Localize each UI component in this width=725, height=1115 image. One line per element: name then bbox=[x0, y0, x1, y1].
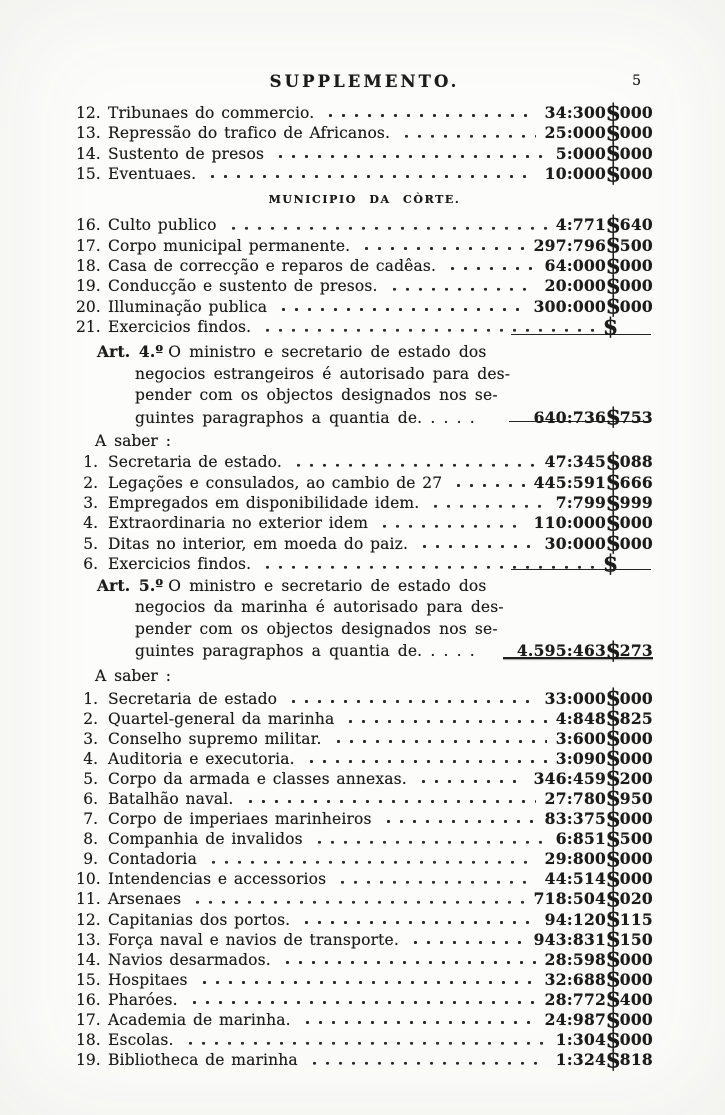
dot-leader bbox=[357, 246, 524, 251]
dot-leader bbox=[241, 799, 536, 804]
item-number: 3. bbox=[83, 494, 98, 513]
dot-leader bbox=[274, 307, 524, 312]
article-line bbox=[97, 575, 653, 598]
item-label: Exercicios findos. bbox=[108, 318, 252, 337]
dot-leader bbox=[333, 880, 535, 885]
item-number: 5. bbox=[83, 769, 98, 788]
budget-line-item bbox=[76, 448, 653, 476]
budget-line-item bbox=[76, 1045, 653, 1074]
item-label: Ditas no interior, em moeda do paiz. bbox=[108, 534, 409, 553]
budget-line-item bbox=[76, 488, 653, 517]
item-label: Força naval e navios de transporte. bbox=[108, 930, 399, 949]
item-label: Bibliotheca de marinha bbox=[108, 1051, 298, 1070]
budget-line-item bbox=[76, 925, 653, 953]
item-label: Sustento de presos bbox=[108, 144, 265, 163]
budget-line-item bbox=[76, 965, 653, 994]
dot-leader bbox=[278, 960, 536, 965]
item-label: Corpo de imperiaes marinheiros bbox=[108, 810, 372, 829]
dot-leader bbox=[414, 779, 525, 784]
item-label: Intendencias e accessorios bbox=[108, 870, 327, 889]
item-amount: $ bbox=[602, 312, 619, 341]
dot-leader bbox=[426, 504, 546, 509]
dot-leader bbox=[406, 940, 525, 945]
item-amount: 32:688$000 bbox=[544, 965, 653, 994]
item-number: 1. bbox=[83, 453, 98, 472]
item-number: 1. bbox=[83, 689, 98, 708]
dot-leader bbox=[181, 1041, 547, 1046]
item-amount: 28:772$400 bbox=[544, 985, 653, 1014]
item-number: 4. bbox=[83, 749, 98, 768]
item-amount: 28:598$000 bbox=[544, 945, 653, 973]
budget-line-item bbox=[76, 159, 653, 188]
article-5-paragraph bbox=[76, 575, 653, 663]
item-amount: 5:000$000 bbox=[555, 139, 653, 167]
item-label: Arsenaes bbox=[108, 890, 182, 909]
article-line: pender com os objectos designados nos se- bbox=[135, 386, 498, 405]
budget-line-item bbox=[76, 251, 653, 280]
item-label: Academia de marinha. bbox=[108, 1011, 291, 1029]
item-amount: 29:800$000 bbox=[544, 844, 653, 873]
budget-line-item bbox=[76, 139, 653, 167]
dot-leader bbox=[297, 920, 535, 925]
item-number: 5. bbox=[83, 534, 98, 553]
budget-list-municipio bbox=[76, 211, 653, 341]
item-label: Corpo municipal permanente. bbox=[108, 236, 351, 255]
dot-leader bbox=[321, 113, 535, 118]
item-amount: 25:000$000 bbox=[544, 119, 653, 147]
article-4-paragraph bbox=[76, 341, 653, 432]
dot-leader bbox=[449, 483, 524, 488]
dot-leader bbox=[385, 287, 536, 292]
budget-line-item bbox=[76, 1005, 653, 1034]
article-text: O ministro e secretario de estado dos bbox=[168, 343, 487, 362]
section-heading-municipio: MUNICIPIO DA CÒRTE. bbox=[268, 193, 461, 207]
page-title: SUPPLEMENTO. bbox=[269, 72, 460, 91]
a-saber-label: A saber : bbox=[95, 666, 171, 685]
dot-leader bbox=[271, 154, 547, 159]
item-amount: 27:780$950 bbox=[544, 784, 653, 813]
item-label: Escolas. bbox=[108, 1031, 174, 1050]
article-line bbox=[135, 403, 653, 432]
item-label: Secretaria de estado bbox=[108, 689, 278, 708]
item-amount: 3:090$000 bbox=[555, 744, 653, 773]
item-amount: 4:848$825 bbox=[555, 704, 653, 732]
budget-line-item bbox=[76, 272, 653, 300]
budget-line-item bbox=[76, 1025, 653, 1054]
item-label: Repressão do trafico de Africanos. bbox=[108, 124, 391, 143]
dot-leader bbox=[203, 174, 535, 179]
dot-leader bbox=[443, 266, 536, 271]
item-number: 4. bbox=[83, 514, 98, 533]
item-amount: 346:459$200 bbox=[533, 764, 653, 793]
item-number: 6. bbox=[83, 789, 98, 808]
dot-leader bbox=[305, 1061, 547, 1066]
article-line bbox=[97, 341, 653, 364]
item-number: 14. bbox=[76, 950, 101, 969]
item-number: 17. bbox=[76, 1011, 101, 1029]
item-label: Legações e consulados, ao cambio de 27 bbox=[108, 473, 443, 492]
budget-line-item bbox=[76, 231, 653, 259]
item-amount: 1:304$000 bbox=[555, 1025, 653, 1054]
item-number: 12. bbox=[76, 910, 101, 929]
item-amount: 94:120$115 bbox=[544, 905, 653, 933]
item-number: 15. bbox=[76, 970, 101, 989]
article-text: O ministro e secretario de estado dos bbox=[168, 576, 487, 595]
item-number: 2. bbox=[83, 473, 98, 492]
item-amount: 44:514$000 bbox=[544, 865, 653, 893]
item-number: 10. bbox=[76, 870, 101, 889]
item-amount: 34:300$000 bbox=[544, 98, 653, 127]
item-label: Pharóes. bbox=[108, 990, 178, 1009]
item-label: Eventuaes. bbox=[108, 165, 197, 184]
item-label: Empregados em disponibilidade idem. bbox=[108, 494, 420, 513]
item-label: Tribunaes do commercio. bbox=[108, 104, 315, 122]
budget-list-art5 bbox=[76, 684, 653, 1074]
budget-line-item bbox=[76, 905, 653, 933]
budget-line-item bbox=[76, 119, 653, 147]
dot-leader bbox=[397, 134, 536, 139]
item-label: Illuminação publica bbox=[108, 297, 268, 316]
page-header bbox=[76, 0, 653, 90]
article-total-amount: 640:736$753 bbox=[533, 403, 653, 432]
item-amount: 297:796$500 bbox=[533, 231, 653, 259]
item-label: Extraordinaria no exterior idem bbox=[108, 514, 369, 533]
dot-leader bbox=[379, 819, 536, 824]
budget-line-item bbox=[76, 885, 653, 913]
dot-leader bbox=[329, 739, 547, 744]
item-amount: 7:799$999 bbox=[555, 488, 653, 517]
item-label: Capitanias dos portos. bbox=[108, 910, 291, 929]
budget-line-item bbox=[76, 844, 653, 873]
budget-list-art4 bbox=[76, 448, 653, 578]
item-amount: 445:591$666 bbox=[533, 468, 653, 497]
budget-line-item bbox=[76, 724, 653, 752]
item-amount: 300:000$000 bbox=[533, 292, 653, 321]
dot-leader bbox=[298, 1020, 536, 1025]
page-content bbox=[76, 0, 653, 1074]
budget-line-item bbox=[76, 529, 653, 558]
budget-line-item bbox=[76, 98, 653, 127]
article-text: guintes paragraphos a quantia de. . . . . bbox=[135, 642, 475, 660]
page-number: 5 bbox=[632, 73, 641, 89]
item-label: Companhia de invalidos bbox=[108, 830, 303, 849]
item-amount: 24:987$000 bbox=[544, 1005, 653, 1034]
item-label: Hospitaes bbox=[108, 970, 188, 989]
budget-line-item bbox=[76, 945, 653, 973]
item-number: 8. bbox=[83, 830, 98, 849]
article-line: pender com os objectos designados nos se- bbox=[135, 619, 498, 638]
dot-leader bbox=[204, 860, 536, 865]
item-label: Conselho supremo militar. bbox=[108, 729, 322, 748]
item-number: 13. bbox=[76, 930, 101, 949]
item-label: Conducção e sustento de presos. bbox=[108, 277, 378, 296]
item-label: Batalhão naval. bbox=[108, 789, 234, 808]
item-number: 7. bbox=[83, 810, 98, 829]
budget-line-item bbox=[76, 468, 653, 497]
item-amount: 6:851$500 bbox=[555, 824, 653, 853]
item-number: 15. bbox=[76, 165, 101, 184]
item-label: Casa de correcção e reparos de cadêas. bbox=[108, 257, 437, 276]
item-label: Corpo da armada e classes annexas. bbox=[108, 769, 407, 788]
budget-line-item bbox=[76, 764, 653, 793]
item-number: 18. bbox=[76, 1031, 101, 1050]
item-number: 19. bbox=[76, 277, 101, 296]
item-amount: 110:000$000 bbox=[533, 509, 653, 537]
budget-line-item bbox=[76, 824, 653, 853]
item-number: 14. bbox=[76, 144, 101, 163]
budget-line-item bbox=[76, 549, 653, 578]
dot-leader bbox=[185, 1000, 536, 1005]
dot-leader bbox=[188, 900, 524, 905]
article-total-amount: 4.595:463$273 bbox=[516, 636, 653, 665]
dot-leader bbox=[310, 840, 547, 845]
article-line: negocios da marinha é autorisado para des- bbox=[135, 598, 504, 616]
item-number: 17. bbox=[76, 236, 101, 255]
item-number: 21. bbox=[76, 318, 101, 337]
budget-line-item bbox=[76, 684, 653, 712]
item-amount: 1:324$818 bbox=[555, 1045, 653, 1074]
budget-list-top bbox=[76, 98, 653, 188]
item-amount: 30:000$000 bbox=[544, 529, 653, 558]
item-number: 3. bbox=[83, 729, 98, 748]
item-amount: 3:600$000 bbox=[555, 724, 653, 752]
budget-line-item bbox=[76, 784, 653, 813]
item-amount: 718:504$020 bbox=[533, 885, 653, 913]
dot-leader bbox=[224, 226, 547, 231]
article-text: guintes paragraphos a quantia de. . . . . bbox=[135, 408, 475, 427]
dot-leader bbox=[415, 544, 536, 549]
budget-line-item bbox=[76, 985, 653, 1014]
item-amount: 20:000$000 bbox=[544, 272, 653, 300]
budget-line-item bbox=[76, 292, 653, 321]
item-number: 12. bbox=[76, 104, 101, 122]
dot-leader bbox=[289, 463, 536, 468]
article-line bbox=[135, 636, 653, 665]
item-amount: 47:345$088 bbox=[544, 448, 653, 476]
item-label: Exercicios findos. bbox=[108, 555, 252, 574]
item-number: 16. bbox=[76, 990, 101, 1009]
budget-line-item bbox=[76, 704, 653, 732]
item-number: 13. bbox=[76, 124, 101, 143]
item-number: 9. bbox=[83, 850, 98, 869]
item-label: Auditoria e executoria. bbox=[108, 749, 295, 768]
item-label: Culto publico bbox=[108, 216, 217, 235]
article-number: Art. 5.º bbox=[97, 575, 164, 595]
item-number: 18. bbox=[76, 257, 101, 276]
article-number: Art. 4.º bbox=[97, 342, 164, 362]
item-amount: 83:375$000 bbox=[544, 804, 653, 833]
item-number: 6. bbox=[83, 555, 98, 574]
item-label: Navios desarmados. bbox=[108, 950, 271, 969]
item-label: Secretaria de estado. bbox=[108, 453, 282, 472]
dot-leader bbox=[258, 565, 594, 570]
budget-line-item bbox=[76, 211, 653, 239]
item-amount: 4:771$640 bbox=[555, 211, 653, 239]
item-amount: 33:000$000 bbox=[544, 684, 653, 712]
item-label: Contadoria bbox=[108, 850, 198, 869]
dot-leader bbox=[284, 699, 536, 704]
budget-line-item bbox=[76, 509, 653, 537]
item-amount: 10:000$000 bbox=[544, 159, 653, 188]
budget-line-item bbox=[76, 865, 653, 893]
item-amount: $ bbox=[602, 549, 619, 578]
item-amount: 64:000$000 bbox=[544, 251, 653, 280]
item-label: Quartel-general da marinha bbox=[108, 709, 335, 728]
item-number: 19. bbox=[76, 1051, 101, 1070]
item-number: 11. bbox=[76, 890, 101, 909]
dot-leader bbox=[341, 719, 546, 724]
item-number: 16. bbox=[76, 216, 101, 235]
a-saber-label: A saber : bbox=[95, 432, 171, 451]
dot-leader bbox=[302, 759, 547, 764]
item-number: 20. bbox=[76, 297, 101, 316]
budget-line-item bbox=[76, 744, 653, 773]
budget-line-item bbox=[76, 804, 653, 833]
dot-leader bbox=[258, 328, 594, 333]
dot-leader bbox=[375, 524, 524, 529]
item-number: 2. bbox=[83, 709, 98, 728]
item-amount: 943:831$150 bbox=[533, 925, 653, 953]
article-line: negocios estrangeiros é autorisado para des- bbox=[135, 364, 511, 383]
dot-leader bbox=[195, 980, 536, 985]
